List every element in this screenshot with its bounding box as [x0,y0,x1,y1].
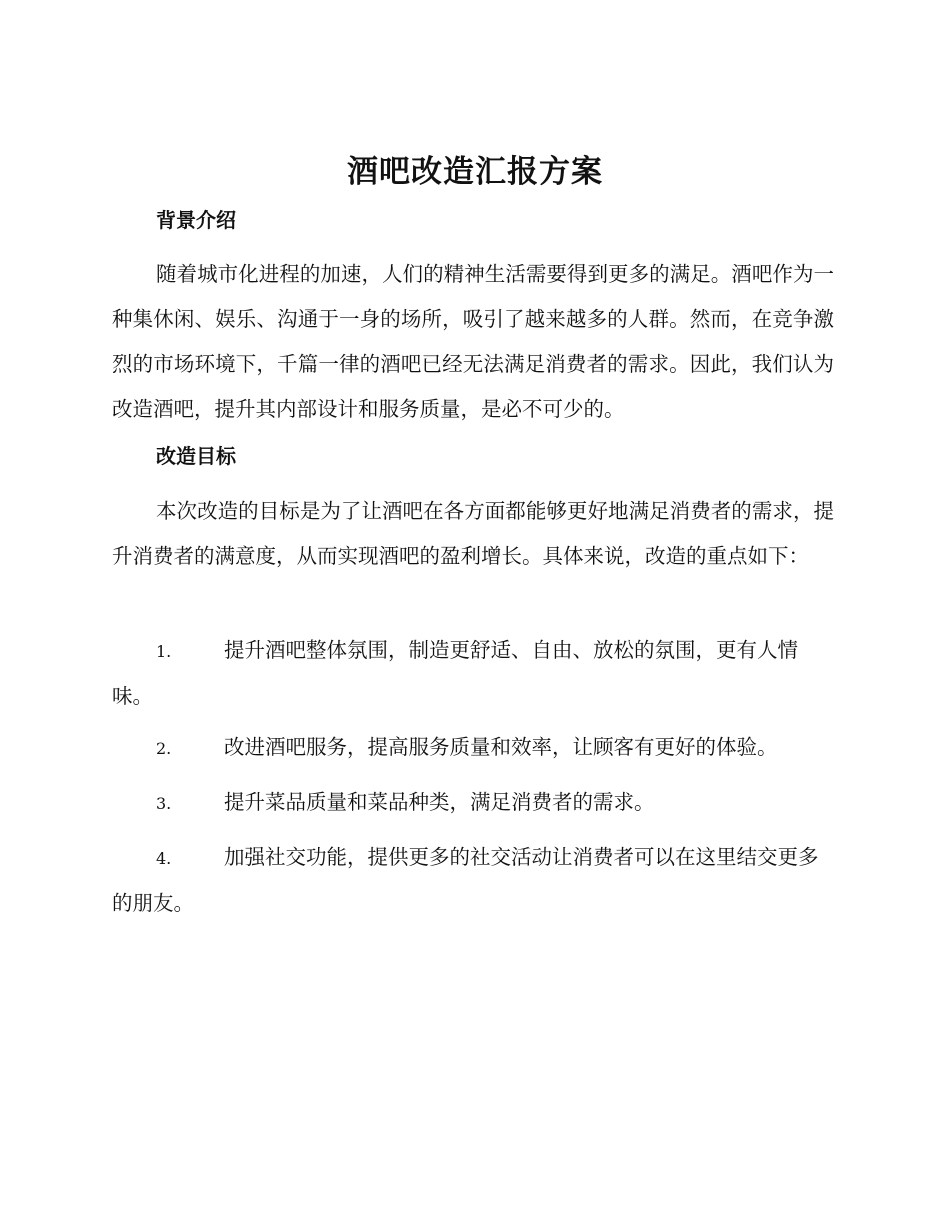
list-item [112,780,834,826]
section-paragraph-goals: 本次改造的目标是为了让酒吧在各方面都能够更好地满足消费者的需求，提升消费者的满意度，从而实现酒吧的盈利增长。具体来说，改造的重点如下： [112,499,834,568]
list-item-text: 提升菜品质量和菜品种类，满足消费者的需求。 [224,790,655,814]
list-item [112,628,834,718]
list-item [112,835,834,925]
list-item-number: 2. [156,739,172,758]
list-item-number: 3. [156,794,172,813]
list-item-text: 加强社交功能，提供更多的社交活动让消费者可以在这里结交更多的朋友。 [112,845,819,915]
section-paragraph-background: 随着城市化进程的加速，人们的精神生活需要得到更多的满足。酒吧作为一种集休闲、娱乐、沟通于一身的场所，吸引了越来越多的人群。然而，在竞争激烈的市场环境下，千篇一律的酒吧已经无法满足消费者的需求。因此，我们认为改造酒吧，提升其内部设计和服务质量，是必不可少的。 [112,262,834,421]
list-item-text: 提升酒吧整体氛围，制造更舒适、自由、放松的氛围，更有人情味。 [112,638,798,708]
list-item-number: 1. [156,642,172,661]
section-heading-goals: 改造目标 [156,444,236,468]
section-heading-background: 背景介绍 [156,208,236,232]
list-item-text: 改进酒吧服务，提高服务质量和效率，让顾客有更好的体验。 [224,735,778,759]
document-title: 酒吧改造汇报方案 [347,154,603,190]
list-item-number: 4. [156,849,172,868]
list-item [112,725,834,771]
